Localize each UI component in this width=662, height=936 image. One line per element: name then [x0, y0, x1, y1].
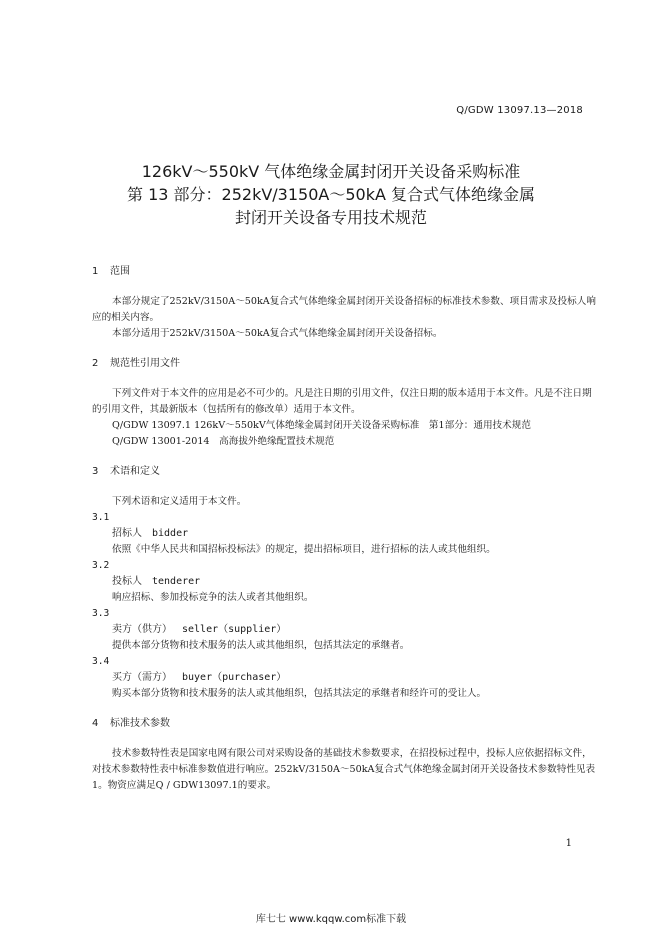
term-name	[92, 574, 600, 590]
term-name-en: seller（supplier）	[182, 624, 287, 635]
section-3-heading	[92, 464, 600, 480]
title-line-2: 第 13 部分：252kV/3150A～50kA 复合式气体绝缘金属	[127, 185, 535, 204]
section-number: 3	[92, 466, 99, 477]
term-name-zh: 买方（需方）	[112, 672, 172, 683]
section-2-heading	[92, 356, 600, 372]
section-4-para-1: 技术参数特性表是国家电网有限公司对采购设备的基础技术参数要求，在招投标过程中，投标人应依据招标文件，对技术参数特性表中标准参数值进行响应。252kV/3150A～50kA复合式气体绝缘金属封闭开关设备技术参数特性见表1。物资应满足Q / GDW13097.1的要求。	[92, 748, 596, 791]
term-number: 3.3	[92, 608, 110, 619]
section-number: 2	[92, 358, 99, 369]
term-name	[92, 670, 600, 686]
section-title: 术语和定义	[110, 466, 160, 477]
term-definition: 提供本部分货物和技术服务的法人或其他组织，包括其法定的承继者。	[112, 640, 410, 651]
term-name-zh: 卖方（供方）	[112, 624, 172, 635]
section-1-para-2: 本部分适用于252kV/3150A～50kA复合式气体绝缘金属封闭开关设备招标。	[112, 328, 443, 339]
term-number: 3.1	[92, 512, 110, 523]
section-title: 规范性引用文件	[110, 358, 180, 369]
title-line-1: 126kV～550kV 气体绝缘金属封闭开关设备采购标准	[141, 162, 521, 181]
term-name-zh: 投标人	[112, 576, 142, 587]
section-3-intro: 下列术语和定义适用于本文件。	[112, 496, 247, 507]
reference-1: Q/GDW 13097.1 126kV～550kV气体绝缘金属封闭开关设备采购标准 第1部分：通用技术规范	[112, 420, 531, 431]
term-name	[92, 526, 600, 542]
term-name	[92, 622, 600, 638]
term-definition: 依照《中华人民共和国招标投标法》的规定，提出招标项目，进行招标的法人或其他组织。	[112, 544, 496, 555]
section-title: 标准技术参数	[110, 718, 170, 729]
term-name-en: bidder	[152, 528, 189, 539]
term-definition: 购买本部分货物和技术服务的法人或其他组织，包括其法定的承继者和经许可的受让人。	[112, 688, 487, 699]
term-definition: 响应招标、参加投标竞争的法人或者其他组织。	[112, 592, 314, 603]
section-number: 1	[92, 266, 99, 277]
section-4-heading	[92, 716, 600, 732]
title-line-3: 封闭开关设备专用技术规范	[234, 208, 427, 227]
standard-code: Q/GDW 13097.13—2018	[456, 105, 583, 116]
term-name-en: buyer（purchaser）	[182, 672, 287, 683]
term-name-zh: 招标人	[112, 528, 142, 539]
reference-2: Q/GDW 13001-2014 高海拔外绝缘配置技术规范	[112, 436, 335, 447]
term-number: 3.4	[92, 656, 110, 667]
section-title: 范围	[110, 266, 130, 277]
section-1-para-1: 本部分规定了252kV/3150A～50kA复合式气体绝缘金属封闭开关设备招标的标准技术参数、项目需求及投标人响应的相关内容。	[92, 296, 596, 323]
section-1-heading	[92, 264, 600, 280]
document-title	[0, 160, 662, 229]
footer-watermark-link[interactable]: 库七七 www.kqqw.com标准下载	[255, 914, 407, 925]
section-2-para-1: 下列文件对于本文件的应用是必不可少的。凡是注日期的引用文件，仅注日期的版本适用于本文件。凡是不注日期的引用文件，其最新版本（包括所有的修改单）适用于本文件。	[92, 388, 592, 415]
page-number: 1	[565, 838, 572, 849]
section-number: 4	[92, 718, 99, 729]
document-body	[92, 264, 600, 794]
term-name-en: tenderer	[152, 576, 201, 587]
term-number: 3.2	[92, 560, 110, 571]
